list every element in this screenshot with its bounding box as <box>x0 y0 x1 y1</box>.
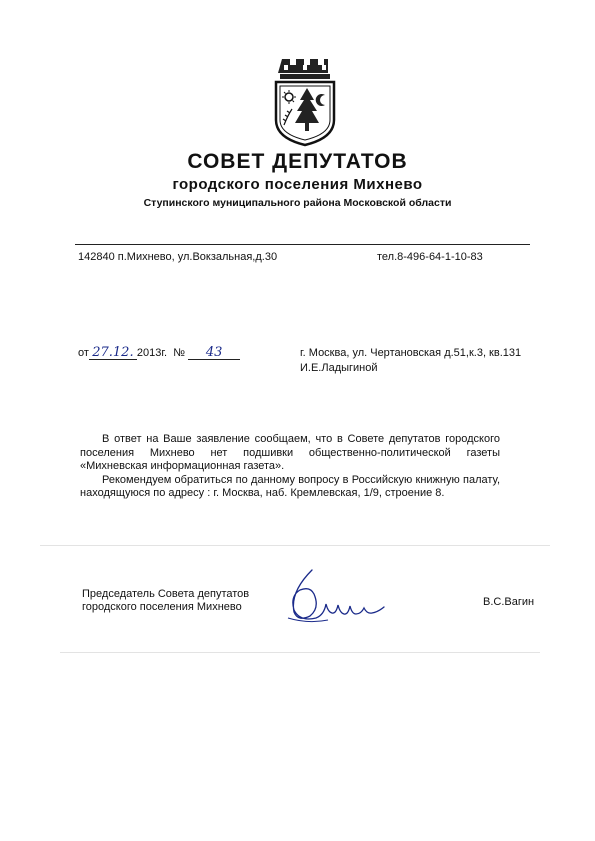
coat-of-arms-emblem <box>270 55 340 147</box>
handwritten-date: 27.12. <box>92 345 134 360</box>
organization-address: 142840 п.Михнево, ул.Вокзальная,д.30 <box>78 251 278 263</box>
organization-phone: тел.8-496-64-1-10-83 <box>377 251 483 263</box>
scan-artifact <box>40 545 550 546</box>
body-paragraph: Рекомендуем обратиться по данному вопросу в Российскую книжную палату, находящуюся по адресу : г. Москва, наб. Кремлевская, 1/9, строение 8. <box>80 473 500 499</box>
year-label: 2013г. <box>136 347 168 359</box>
recipient-address: г. Москва, ул. Чертановская д.51,к.3, кв.131 <box>300 347 522 359</box>
organization-title: СОВЕТ ДЕПУТАТОВ <box>187 150 408 173</box>
date-prefix: от <box>78 347 89 359</box>
handwritten-number: 43 <box>205 345 223 360</box>
recipient-name: И.Е.Ладыгиной <box>300 362 378 374</box>
handwritten-signature <box>280 560 400 630</box>
organization-subtitle: городского поселения Михнево <box>172 176 423 193</box>
signer-name: В.С.Вагин <box>483 596 535 608</box>
body-paragraph: В ответ на Ваше заявление сообщаем, что в Совете депутатов городского поселения Михнево нет подшивки общественно-политической газеты «Михневская информационная газета». <box>80 433 500 472</box>
letter-body <box>80 433 500 501</box>
signer-organization: городского поселения Михнево <box>82 601 242 613</box>
signer-position: Председатель Совета депутатов <box>82 588 250 600</box>
number-label: № <box>173 347 186 359</box>
organization-district: Ступинского муниципального района Московской области <box>143 197 452 209</box>
letterhead-divider <box>75 244 530 245</box>
scan-artifact <box>60 652 540 653</box>
date-field <box>89 347 137 360</box>
outgoing-reference <box>78 347 240 360</box>
number-field <box>188 347 240 360</box>
